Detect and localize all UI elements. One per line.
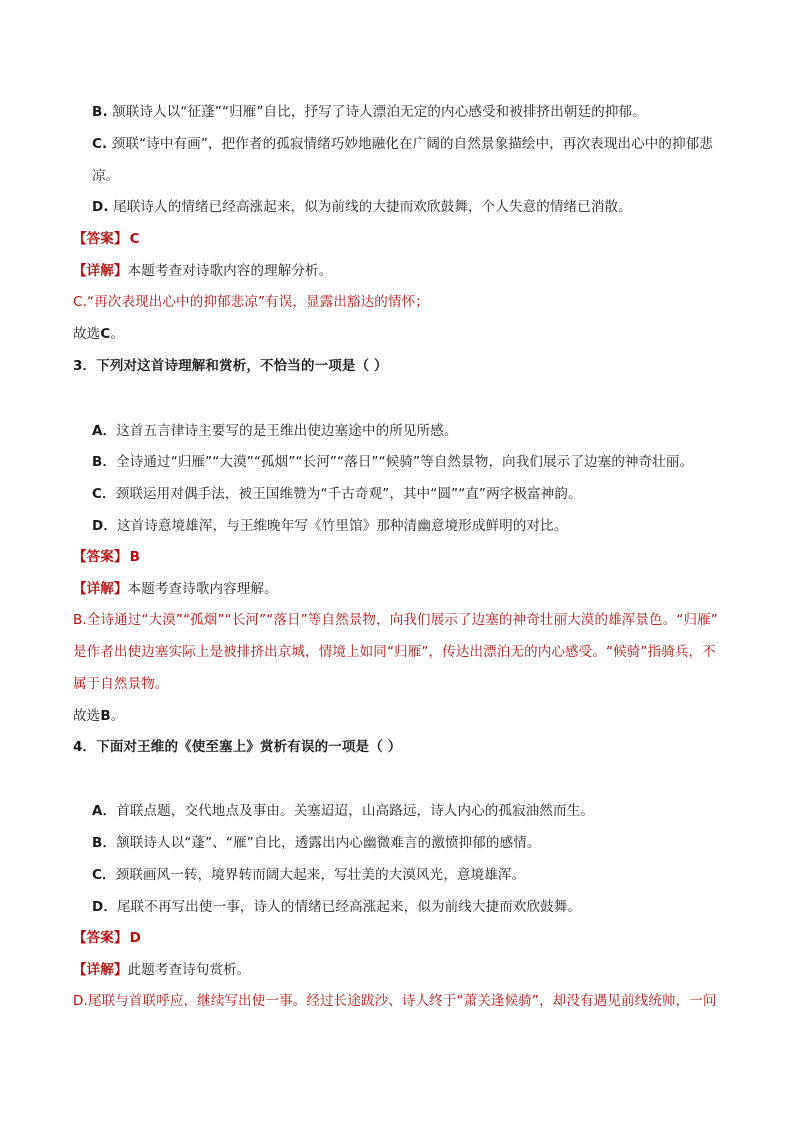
option-text: 尾联诗人的情绪已经高涨起来，似为前线的大捷而欢欣鼓舞，个人失意的情绪已消散。: [113, 199, 632, 215]
q4-option-a: [92, 801, 594, 821]
q2-detail: [73, 261, 332, 281]
q4-option-c: [92, 865, 525, 885]
option-letter: D．: [92, 899, 118, 915]
q4-answer: [73, 928, 141, 948]
q4-option-b: [92, 833, 541, 853]
q3-answer: [73, 547, 140, 567]
q3-conclusion: [73, 706, 124, 726]
q3-option-b: [92, 452, 693, 472]
option-letter: A．: [92, 423, 117, 439]
option-letter: D．: [92, 518, 118, 534]
answer-value: C: [129, 231, 140, 247]
q3-explanation-line: 是作者出使边塞实际上是被排挤出京城，情境上如同“归雁”，传达出漂泊无的内心感受。“候骑”指骑兵，不: [73, 644, 716, 660]
option-letter: D.: [92, 199, 109, 215]
option-text: 尾联不再写出使一事，诗人的情绪已经高涨起来，似为前线大捷而欢欣鼓舞。: [117, 899, 582, 915]
answer-label: 【答案】: [73, 231, 128, 247]
q2-option-d: [92, 197, 632, 217]
option-text: 首联点题，交代地点及事由。关塞迢迢，山高路远，诗人内心的孤寂油然而生。: [116, 803, 594, 819]
detail-label: 【详解】: [73, 581, 128, 597]
detail-text: 本题考查诗歌内容理解。: [127, 581, 278, 597]
conclusion-prefix: 故选: [73, 326, 101, 342]
option-letter: A．: [92, 803, 117, 819]
conclusion-prefix: 故选: [73, 708, 101, 724]
option-text: 这首五言律诗主要写的是王维出使边塞途中的所见所感。: [116, 423, 458, 439]
option-letter: C．: [92, 486, 116, 502]
q3-option-c: [92, 484, 582, 504]
option-letter: C．: [92, 867, 116, 883]
answer-label: 【答案】: [73, 930, 128, 946]
option-letter: B.: [92, 104, 108, 120]
answer-label: 【答案】: [73, 549, 128, 565]
q4-option-d: [92, 897, 581, 917]
q3-explanation-line: 属于自然景物。: [73, 676, 169, 692]
option-text: 颈联“诗中有画”，把作者的孤寂情绪巧妙地融化在广阔的自然景象描绘中，再次表现出心中的抑郁悲: [111, 136, 714, 152]
q3-option-a: [92, 421, 458, 441]
q4-explanation: D.尾联与首联呼应，继续写出使一事。经过长途跋沙、诗人终于“萧关逢候骑”，却没有遇见前线统帅，一问: [73, 993, 717, 1009]
conclusion-letter: C: [100, 326, 111, 342]
q4-title: 4．下面对王维的《使至塞上》赏析有误的一项是（ ）: [73, 739, 402, 755]
answer-value: D: [129, 930, 141, 946]
q2-answer: [73, 229, 140, 249]
q2-option-c-continued: 凉。: [92, 168, 120, 184]
q3-detail: [73, 579, 278, 599]
q2-option-b: [92, 102, 646, 122]
answer-value: B: [129, 549, 141, 565]
q2-conclusion: [73, 324, 124, 344]
q2-option-c: [92, 134, 713, 154]
detail-label: 【详解】: [73, 263, 128, 279]
q2-explanation: C.“再次表现出心中的抑郁悲凉”有误，显露出豁达的情怀；: [73, 294, 429, 310]
option-text: 这首诗意境雄浑，与王维晚年写《竹里馆》那种清幽意境形成鲜明的对比。: [117, 518, 568, 534]
option-text: 颈联运用对偶手法，被王国维赞为“千古奇观”，其中“圆”“直”两字极富神韵。: [115, 486, 582, 502]
q3-title: 3．下列对这首诗理解和赏析，不恰当的一项是（ ）: [73, 358, 388, 374]
q3-explanation-line: B.全诗通过“大漠”“孤烟”“长河”“落日”等自然景物，向我们展示了边塞的神奇壮丽大漠的雄浑景色。“归雁”: [73, 612, 718, 628]
detail-label: 【详解】: [73, 962, 128, 978]
detail-text: 此题考查诗句赏析。: [127, 962, 251, 978]
option-letter: B．: [92, 835, 117, 851]
conclusion-suffix: 。: [110, 326, 125, 342]
q3-option-d: [92, 516, 567, 536]
option-letter: C.: [92, 136, 108, 152]
option-text: 颔联诗人以“征蓬”“归雁”自比，抒写了诗人漂泊无定的内心感受和被排挤出朝廷的抑郁。: [112, 104, 646, 120]
q4-detail: [73, 960, 250, 980]
conclusion-letter: B: [100, 708, 111, 724]
option-text: 全诗通过“归雁”“大漠”“孤烟”“长河”“落日”“候骑”等自然景物，向我们展示了边塞的神奇壮丽。: [116, 454, 694, 470]
detail-text: 本题考查对诗歌内容的理解分析。: [127, 263, 333, 279]
option-letter: B．: [92, 454, 117, 470]
option-text: 颈联画风一转，境界转而阔大起来，写壮美的大漠风光，意境雄浑。: [115, 867, 526, 883]
conclusion-suffix: 。: [110, 708, 125, 724]
option-text: 颔联诗人以“蓬”、“雁”自比，透露出内心幽微难言的激愤抑郁的感情。: [116, 835, 541, 851]
